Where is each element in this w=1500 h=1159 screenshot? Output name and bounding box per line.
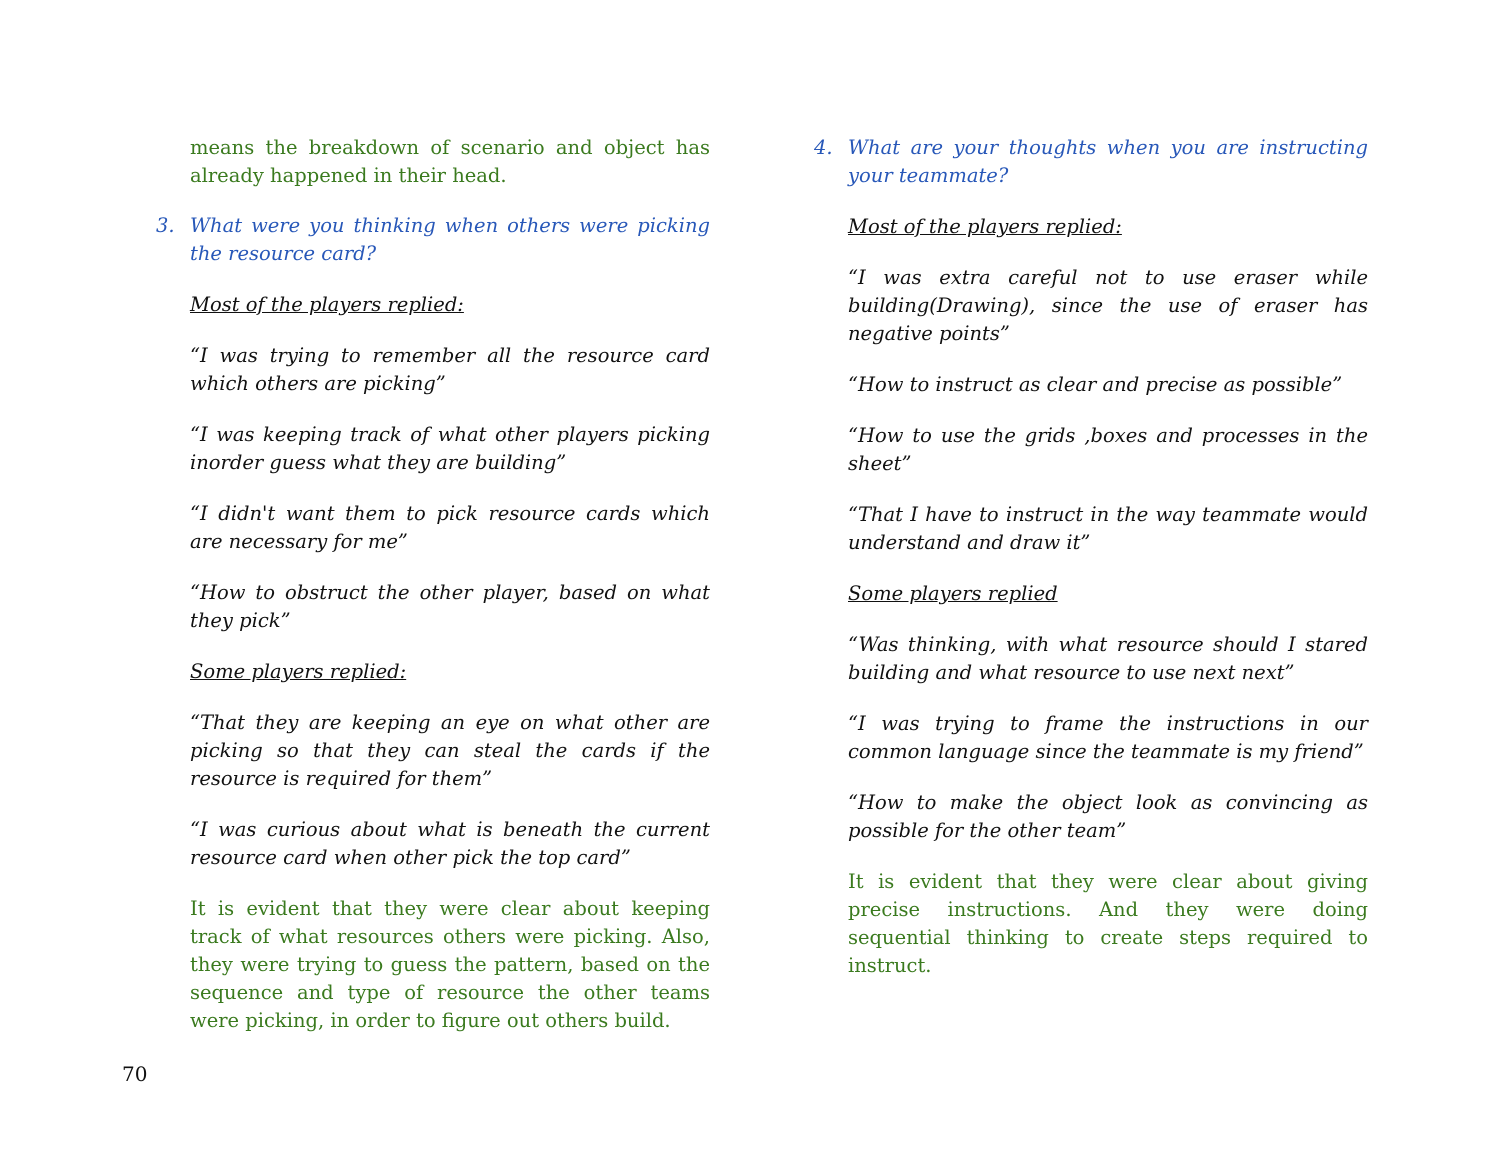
intro-text: means the breakdown of scenario and object has already happened in their head. bbox=[190, 136, 710, 187]
quote: “How to make the object look as convincing as possible for the other team” bbox=[848, 791, 1368, 842]
question-3-text: What were you thinking when others were picking the resource card? bbox=[190, 214, 710, 265]
some-players-heading: Some players replied: bbox=[190, 660, 407, 683]
conclusion-text: It is evident that they were clear about keeping track of what resources others were picking. Also, they were trying to guess the pattern, based on the sequence and type of resource the other teams were picking, in order to figure out others build. bbox=[190, 897, 710, 1032]
question-3-number: 3. bbox=[156, 214, 175, 237]
quote: “I was trying to frame the instructions in our common language since the teammate is my friend” bbox=[848, 712, 1368, 763]
quote: “How to instruct as clear and precise as possible” bbox=[848, 373, 1343, 396]
conclusion-text: It is evident that they were clear about giving precise instructions. And they were doing sequential thinking to create steps required to instruct. bbox=[848, 870, 1368, 977]
question-4-number: 4. bbox=[814, 136, 833, 159]
some-players-heading: Some players replied bbox=[848, 582, 1058, 605]
question-4-text: What are your thoughts when you are instructing your teammate? bbox=[848, 136, 1368, 187]
quote: “Was thinking, with what resource should I stared building and what resource to use next next” bbox=[848, 633, 1368, 684]
question-3 bbox=[156, 212, 710, 268]
quote: “I was extra careful not to use eraser while building(Drawing), since the use of eraser has negative points” bbox=[848, 266, 1368, 345]
most-players-heading: Most of the players replied: bbox=[190, 293, 464, 316]
quote: “I was curious about what is beneath the current resource card when other pick the top card” bbox=[190, 818, 710, 869]
quote: “How to use the grids ,boxes and processes in the sheet” bbox=[848, 424, 1368, 475]
quote: “I didn't want them to pick resource cards which are necessary for me” bbox=[190, 502, 710, 553]
quote: “How to obstruct the other player, based on what they pick” bbox=[190, 581, 710, 632]
left-column bbox=[156, 134, 710, 1035]
quote: “I was keeping track of what other players picking inorder guess what they are building” bbox=[190, 423, 710, 474]
most-players-heading: Most of the players replied: bbox=[848, 215, 1122, 238]
quote: “That they are keeping an eye on what other are picking so that they can steal the cards if the resource is required for them” bbox=[190, 711, 710, 790]
quote: “That I have to instruct in the way teammate would understand and draw it” bbox=[848, 503, 1368, 554]
quote: “I was trying to remember all the resource card which others are picking” bbox=[190, 344, 710, 395]
page-number: 70 bbox=[122, 1062, 148, 1086]
right-column bbox=[814, 134, 1368, 980]
question-4 bbox=[814, 134, 1368, 190]
